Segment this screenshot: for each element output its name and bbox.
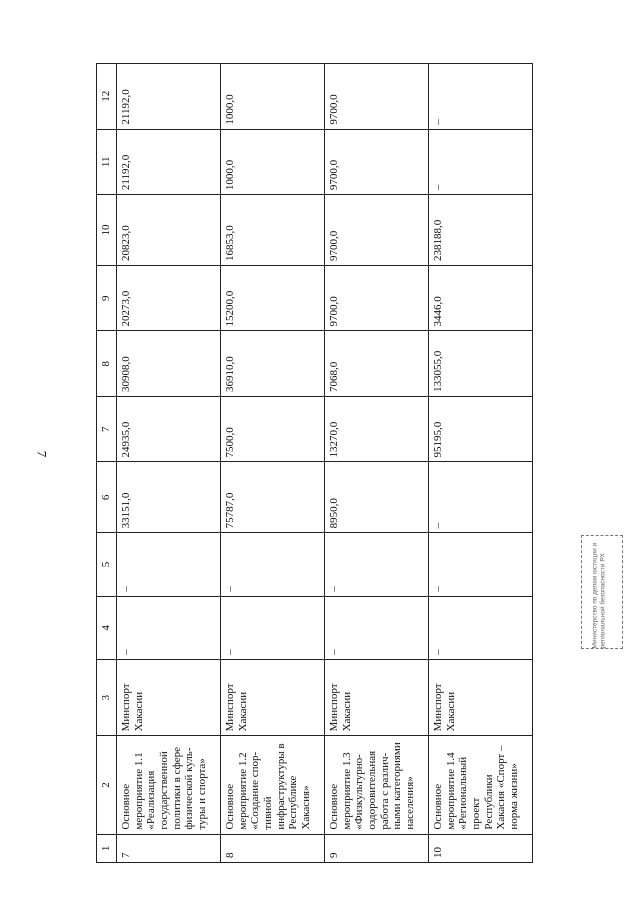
cell-col-12: 1000,0: [221, 64, 325, 130]
activity-name: Основное мероприятие 1.1 «Реализация государственной политики в сфере физической куль-туры и спорта»: [117, 736, 221, 834]
cell-col-7: 95195,0: [429, 396, 533, 461]
activity-name: Основное мероприятие 1.4 «Региональный проект Республики Хакасия «Спорт – норма жизни»: [429, 736, 533, 834]
cell-col-5: –: [429, 533, 533, 596]
cell-col-9: 9700,0: [325, 266, 429, 331]
header-col-4: 4: [97, 596, 117, 659]
cell-col-6: 33151,0: [117, 462, 221, 533]
row-number: 10: [429, 834, 533, 862]
cell-col-6: 8950,0: [325, 462, 429, 533]
registration-stamp: [581, 535, 623, 649]
cell-col-6: –: [429, 462, 533, 533]
header-col-1: 1: [97, 834, 117, 862]
cell-col-11: –: [429, 129, 533, 194]
header-col-12: 12: [97, 64, 117, 130]
row-number: 8: [221, 834, 325, 862]
cell-col-8: 30908,0: [117, 331, 221, 396]
cell-col-8: 36910,0: [221, 331, 325, 396]
header-col-11: 11: [97, 129, 117, 194]
activity-name: Основное мероприятие 1.3 «Физкультурно-оздоровительная работа с различ-ными категориями населения»: [325, 736, 429, 834]
header-col-5: 5: [97, 533, 117, 596]
program-table: [96, 63, 533, 863]
responsible: Минспорт Хакасии: [117, 659, 221, 735]
cell-col-8: 133055,0: [429, 331, 533, 396]
cell-col-8: 7068,0: [325, 331, 429, 396]
cell-col-10: 20823,0: [117, 195, 221, 266]
cell-col-6: 75787,0: [221, 462, 325, 533]
cell-col-11: 9700,0: [325, 129, 429, 194]
cell-col-10: 9700,0: [325, 195, 429, 266]
cell-col-11: 21192,0: [117, 129, 221, 194]
cell-col-4: –: [429, 596, 533, 659]
cell-col-10: 16853,0: [221, 195, 325, 266]
cell-col-9: 3446,0: [429, 266, 533, 331]
cell-col-10: 238188,0: [429, 195, 533, 266]
cell-col-12: 9700,0: [325, 64, 429, 130]
cell-col-11: 1000,0: [221, 129, 325, 194]
responsible: Минспорт Хакасии: [429, 659, 533, 735]
cell-col-4: –: [221, 596, 325, 659]
page-number: 7: [34, 450, 50, 458]
cell-col-9: 20273,0: [117, 266, 221, 331]
row-number: 7: [117, 834, 221, 862]
responsible: Минспорт Хакасии: [221, 659, 325, 735]
stamp-text: Министерство по делам юстиции и региональной безопасности РХ: [591, 542, 607, 649]
header-col-7: 7: [97, 396, 117, 461]
table-row: [221, 64, 325, 863]
cell-col-7: 13270,0: [325, 396, 429, 461]
header-row: [97, 64, 117, 863]
cell-col-4: –: [117, 596, 221, 659]
header-col-6: 6: [97, 462, 117, 533]
row-number: 9: [325, 834, 429, 862]
cell-col-12: 21192,0: [117, 64, 221, 130]
rotated-table-container: [96, 63, 531, 863]
header-col-10: 10: [97, 195, 117, 266]
cell-col-5: –: [221, 533, 325, 596]
header-col-3: 3: [97, 659, 117, 735]
activity-name: Основное мероприятие 1.2 «Создание спор-тивной инфраструктуры в Республике Хакасия»: [221, 736, 325, 834]
cell-col-5: –: [325, 533, 429, 596]
cell-col-12: –: [429, 64, 533, 130]
cell-col-7: 7500,0: [221, 396, 325, 461]
cell-col-7: 24935,0: [117, 396, 221, 461]
cell-col-5: –: [117, 533, 221, 596]
responsible: Минспорт Хакасии: [325, 659, 429, 735]
cell-col-9: 15200,0: [221, 266, 325, 331]
table-row: [117, 64, 221, 863]
table-row: [325, 64, 429, 863]
header-col-2: 2: [97, 736, 117, 834]
table-row: [429, 64, 533, 863]
header-col-9: 9: [97, 266, 117, 331]
cell-col-4: –: [325, 596, 429, 659]
header-col-8: 8: [97, 331, 117, 396]
